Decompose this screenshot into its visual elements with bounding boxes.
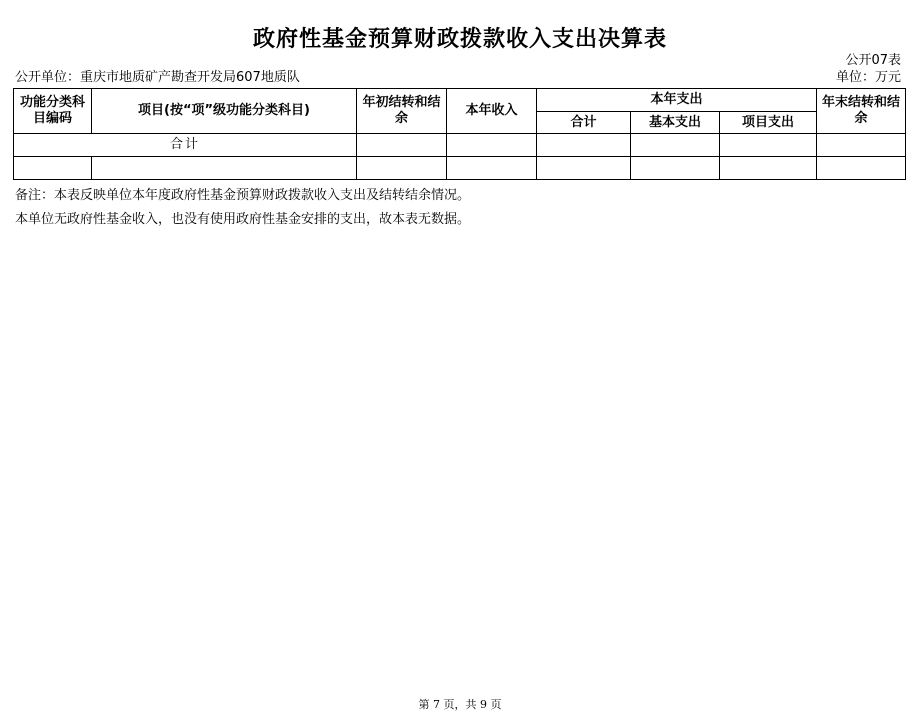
header-expenditure-group: 本年支出	[537, 89, 817, 112]
table-cell	[720, 157, 817, 180]
budget-table	[13, 88, 906, 180]
table-cell	[447, 134, 537, 157]
header-income: 本年收入	[447, 89, 537, 134]
page-footer: 第 7 页，共 9 页	[418, 698, 502, 711]
table-cell	[631, 134, 720, 157]
table-cell	[537, 134, 631, 157]
header-end-balance: 年末结转和结余	[817, 89, 906, 134]
table-cell	[631, 157, 720, 180]
table-cell	[92, 157, 357, 180]
header-item: 项目(按“项”级功能分类科目)	[92, 89, 357, 134]
table-row-total	[14, 134, 906, 157]
table-cell	[14, 157, 92, 180]
header-exp-total: 合计	[537, 112, 631, 134]
table-cell	[817, 157, 906, 180]
table-row-empty	[14, 157, 906, 180]
reporting-unit: 公开单位：重庆市地质矿产勘查开发局607地质队	[15, 70, 300, 85]
note-line-2: 本单位无政府性基金收入，也没有使用政府性基金安排的支出，故本表无数据。	[15, 212, 471, 227]
table-cell	[357, 134, 447, 157]
header-begin-balance: 年初结转和结余	[357, 89, 447, 134]
money-unit: 单位：万元	[835, 70, 901, 85]
total-row-label: 合计	[14, 134, 357, 157]
header-exp-basic: 基本支出	[631, 112, 720, 134]
table-cell	[537, 157, 631, 180]
header-func-code: 功能分类科目编码	[14, 89, 92, 134]
header-exp-project: 项目支出	[720, 112, 817, 134]
table-cell	[817, 134, 906, 157]
form-number: 公开07表	[845, 53, 901, 68]
table-cell	[447, 157, 537, 180]
page-title: 政府性基金预算财政拨款收入支出决算表	[252, 26, 667, 52]
table-cell	[720, 134, 817, 157]
table-cell	[357, 157, 447, 180]
note-line-1: 备注：本表反映单位本年度政府性基金预算财政拨款收入支出及结转结余情况。	[15, 188, 471, 203]
